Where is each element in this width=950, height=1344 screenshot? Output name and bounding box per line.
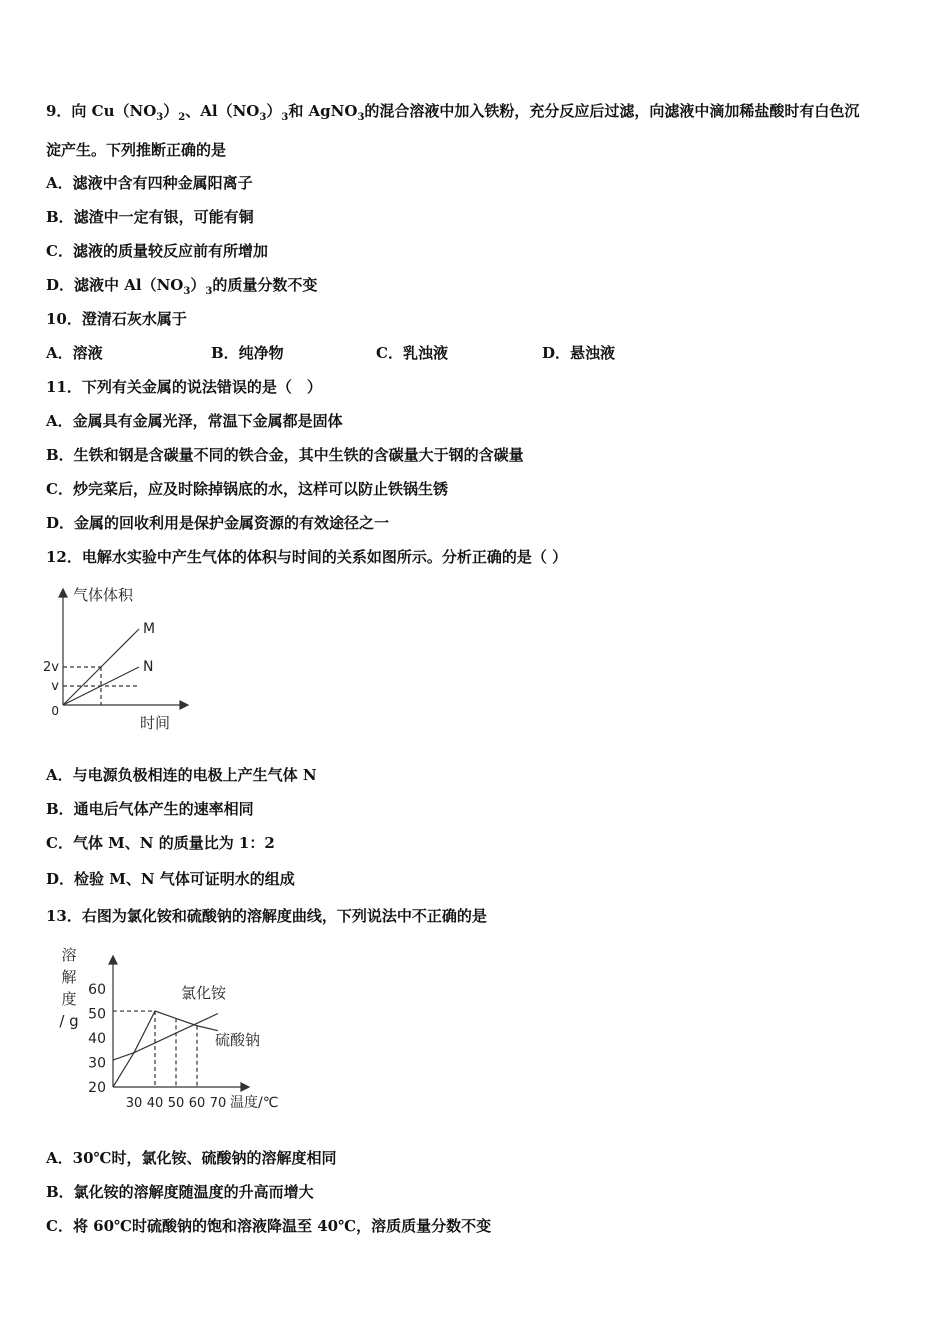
ytick-50: 50 xyxy=(88,1006,106,1023)
q9-option-a: A．滤液中含有四种金属阳离子 xyxy=(46,174,253,192)
x-axis-arrow xyxy=(241,1083,249,1091)
origin-label: 0 xyxy=(51,704,59,718)
q10-option-d: D．悬浊液 xyxy=(542,344,616,362)
q10-option-a: A．溶液 xyxy=(46,344,103,362)
xtick-40: 40 xyxy=(146,1096,164,1111)
q12-option-d: D．检验 M、N 气体可证明水的组成 xyxy=(46,870,295,888)
xtick-50: 50 xyxy=(167,1096,185,1111)
q11-option-b: B．生铁和钢是含碳量不同的铁合金，其中生铁的含碳量大于钢的含碳量 xyxy=(46,446,524,464)
q9-stem-line1: 9．向 $Cu(NO_3)_2$、$Al(NO_3)_3$和 AgNO$_3$的混合溶液中加入铁粉，充分反应后过滤，向滤液中滴加稀盐酸时有白色沉 xyxy=(46,102,860,123)
x-axis-arrow xyxy=(180,701,188,709)
q11-stem: 11．下列有关金属的说法错误的是（ ） xyxy=(46,378,322,396)
ytick-v: v xyxy=(51,679,59,694)
q9-option-c: C．滤液的质量较反应前有所增加 xyxy=(46,242,268,260)
ytick-60: 60 xyxy=(88,982,106,998)
y-axis-label-2: 度 xyxy=(61,990,77,1008)
y-axis-arrow xyxy=(59,589,67,597)
y-axis-label-1: 解 xyxy=(61,968,77,986)
xtick-70: 70 xyxy=(209,1096,227,1111)
q12-option-b: B．通电后气体产生的速率相同 xyxy=(46,800,254,818)
q10-option-c: C．乳浊液 xyxy=(376,344,448,362)
ytick-40: 40 xyxy=(88,1031,106,1047)
series-label-1: 硫酸钠 xyxy=(215,1031,261,1049)
ytick-20: 20 xyxy=(88,1080,106,1096)
q9-option-b: B．滤渣中一定有银，可能有铜 xyxy=(46,208,254,226)
series-label-0: 氯化铵 xyxy=(181,984,227,1002)
q12-stem: 12．电解水实验中产生气体的体积与时间的关系如图所示。分析正确的是（ ） xyxy=(46,548,568,566)
q11-option-c: C．炒完菜后，应及时除掉锅底的水，这样可以防止铁锅生锈 xyxy=(46,480,448,498)
q11-option-a: A．金属具有金属光泽，常温下金属都是固体 xyxy=(46,412,343,430)
q13-stem: 13．右图为氯化铵和硫酸钠的溶解度曲线，下列说法中不正确的是 xyxy=(46,907,487,925)
series-line-1 xyxy=(113,1011,218,1087)
series-line-0 xyxy=(113,1014,218,1061)
y-axis-label-0: 溶 xyxy=(61,946,77,964)
q11-option-d: D．金属的回收利用是保护金属资源的有效途径之一 xyxy=(46,514,390,532)
y-axis-arrow xyxy=(109,956,117,964)
solubility-curve-chart xyxy=(55,940,300,1115)
x-axis-label: 温度/℃ xyxy=(230,1095,279,1111)
q9-stem-line2: 淀产生。下列推断正确的是 xyxy=(46,141,227,159)
q10-option-b: B．纯净物 xyxy=(211,344,284,362)
q13-option-a: A．30℃时，氯化铵、硫酸钠的溶解度相同 xyxy=(46,1149,337,1167)
series-label-M: M xyxy=(143,621,156,637)
q9-option-d: D．滤液中 $Al(NO_3)_3$的质量分数不变 xyxy=(46,276,318,297)
q10-stem: 10．澄清石灰水属于 xyxy=(46,310,187,328)
q12-option-c: C．气体 M、N 的质量比为 1：2 xyxy=(46,834,275,852)
y-axis-label: 气体体积 xyxy=(73,586,134,604)
q13-option-c: C．将 60℃时硫酸钠的饱和溶液降温至 40℃，溶质质量分数不变 xyxy=(46,1217,492,1235)
xtick-60: 60 xyxy=(188,1096,206,1111)
ytick-2v: 2v xyxy=(43,660,59,675)
q13-option-b: B．氯化铵的溶解度随温度的升高而增大 xyxy=(46,1183,314,1201)
series-label-N: N xyxy=(143,659,154,675)
electrolysis-volume-chart xyxy=(40,580,210,735)
q10-options xyxy=(46,343,646,363)
xtick-30: 30 xyxy=(125,1096,143,1111)
y-axis-label-3: / g xyxy=(59,1012,79,1030)
x-axis-label: 时间 xyxy=(140,714,171,732)
ytick-30: 30 xyxy=(88,1055,106,1072)
q12-option-a: A．与电源负极相连的电极上产生气体 N xyxy=(46,766,317,784)
